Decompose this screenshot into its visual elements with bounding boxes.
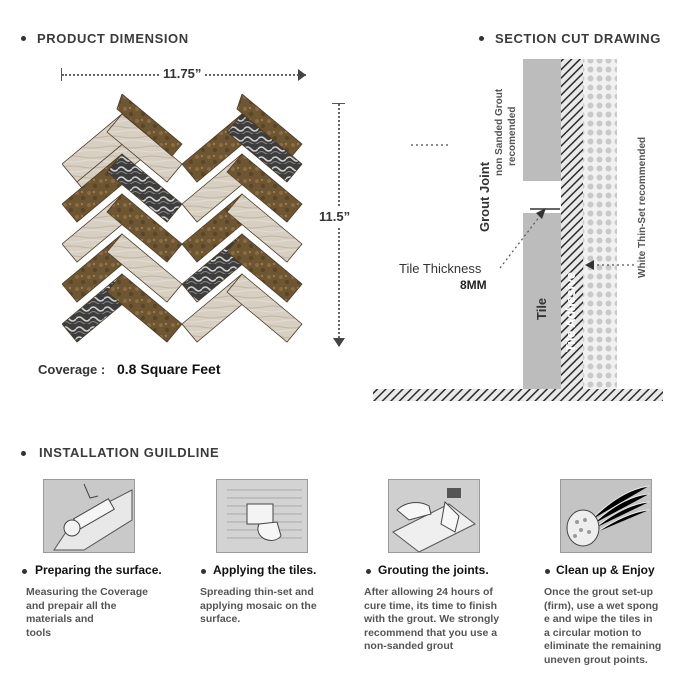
width-arrow-right (298, 69, 306, 81)
step-4-image (560, 479, 652, 553)
step-3-title: Grouting the joints. (378, 563, 489, 577)
grout-note-line1: non Sanded Grout (494, 88, 505, 176)
step-1-title: Preparing the surface. (35, 563, 162, 577)
height-dimension-label: 11.5” (319, 209, 351, 224)
grout-joint-label: Grout Joint (477, 161, 492, 232)
product-dimension-heading: PRODUCT DIMENSION (37, 31, 189, 46)
bullet (22, 569, 27, 574)
bullet (21, 451, 26, 456)
step-4-description: Once the grout set-up (firm), use a wet spong e and wipe the tiles in a circular motion to eliminate the remaining uneven grout points. (544, 586, 662, 666)
bullet (366, 569, 371, 574)
tile-thickness-label: Tile Thickness (399, 261, 482, 276)
step-2-title: Applying the tiles. (213, 563, 317, 577)
step-4-title: Clean up & Enjoy (556, 563, 655, 577)
herringbone-mosaic-image (62, 94, 308, 346)
bullet (201, 569, 206, 574)
width-tick-left (61, 68, 62, 81)
grout-note-line2: recomended (507, 106, 518, 166)
coverage-value: 0.8 Square Feet (117, 361, 221, 377)
height-arrow-bottom (333, 338, 345, 347)
step-3-description: After allowing 24 hours of cure time, its time to finish with the grout. We strongly recommend that you use a non-sanded grout (364, 586, 500, 652)
height-tick-top (332, 103, 345, 104)
bullet (479, 36, 484, 41)
step-3-image (388, 479, 480, 553)
installation-heading: INSTALLATION GUILDLINE (39, 445, 220, 460)
bullet (545, 569, 550, 574)
width-dimension-label: 11.75” (160, 66, 204, 81)
step-1-description: Measuring the Coverage and prepair all the materials and tools (26, 586, 148, 639)
tile-thickness-value: 8MM (460, 278, 487, 292)
step-1-image (43, 479, 135, 553)
tile-label: Tile (534, 297, 549, 320)
coverage-label: Coverage : (38, 362, 106, 377)
section-cut-heading: SECTION CUT DRAWING (495, 31, 661, 46)
step-2-description: Spreading thin-set and applying mosaic on the surface. (200, 586, 317, 625)
bullet (21, 36, 26, 41)
tile-adhesive-label: Tile Adhesive (564, 272, 578, 352)
thinset-label: White Thin-Set recommended (637, 136, 648, 278)
section-cut-diagram (370, 56, 670, 406)
step-2-image (216, 479, 308, 553)
